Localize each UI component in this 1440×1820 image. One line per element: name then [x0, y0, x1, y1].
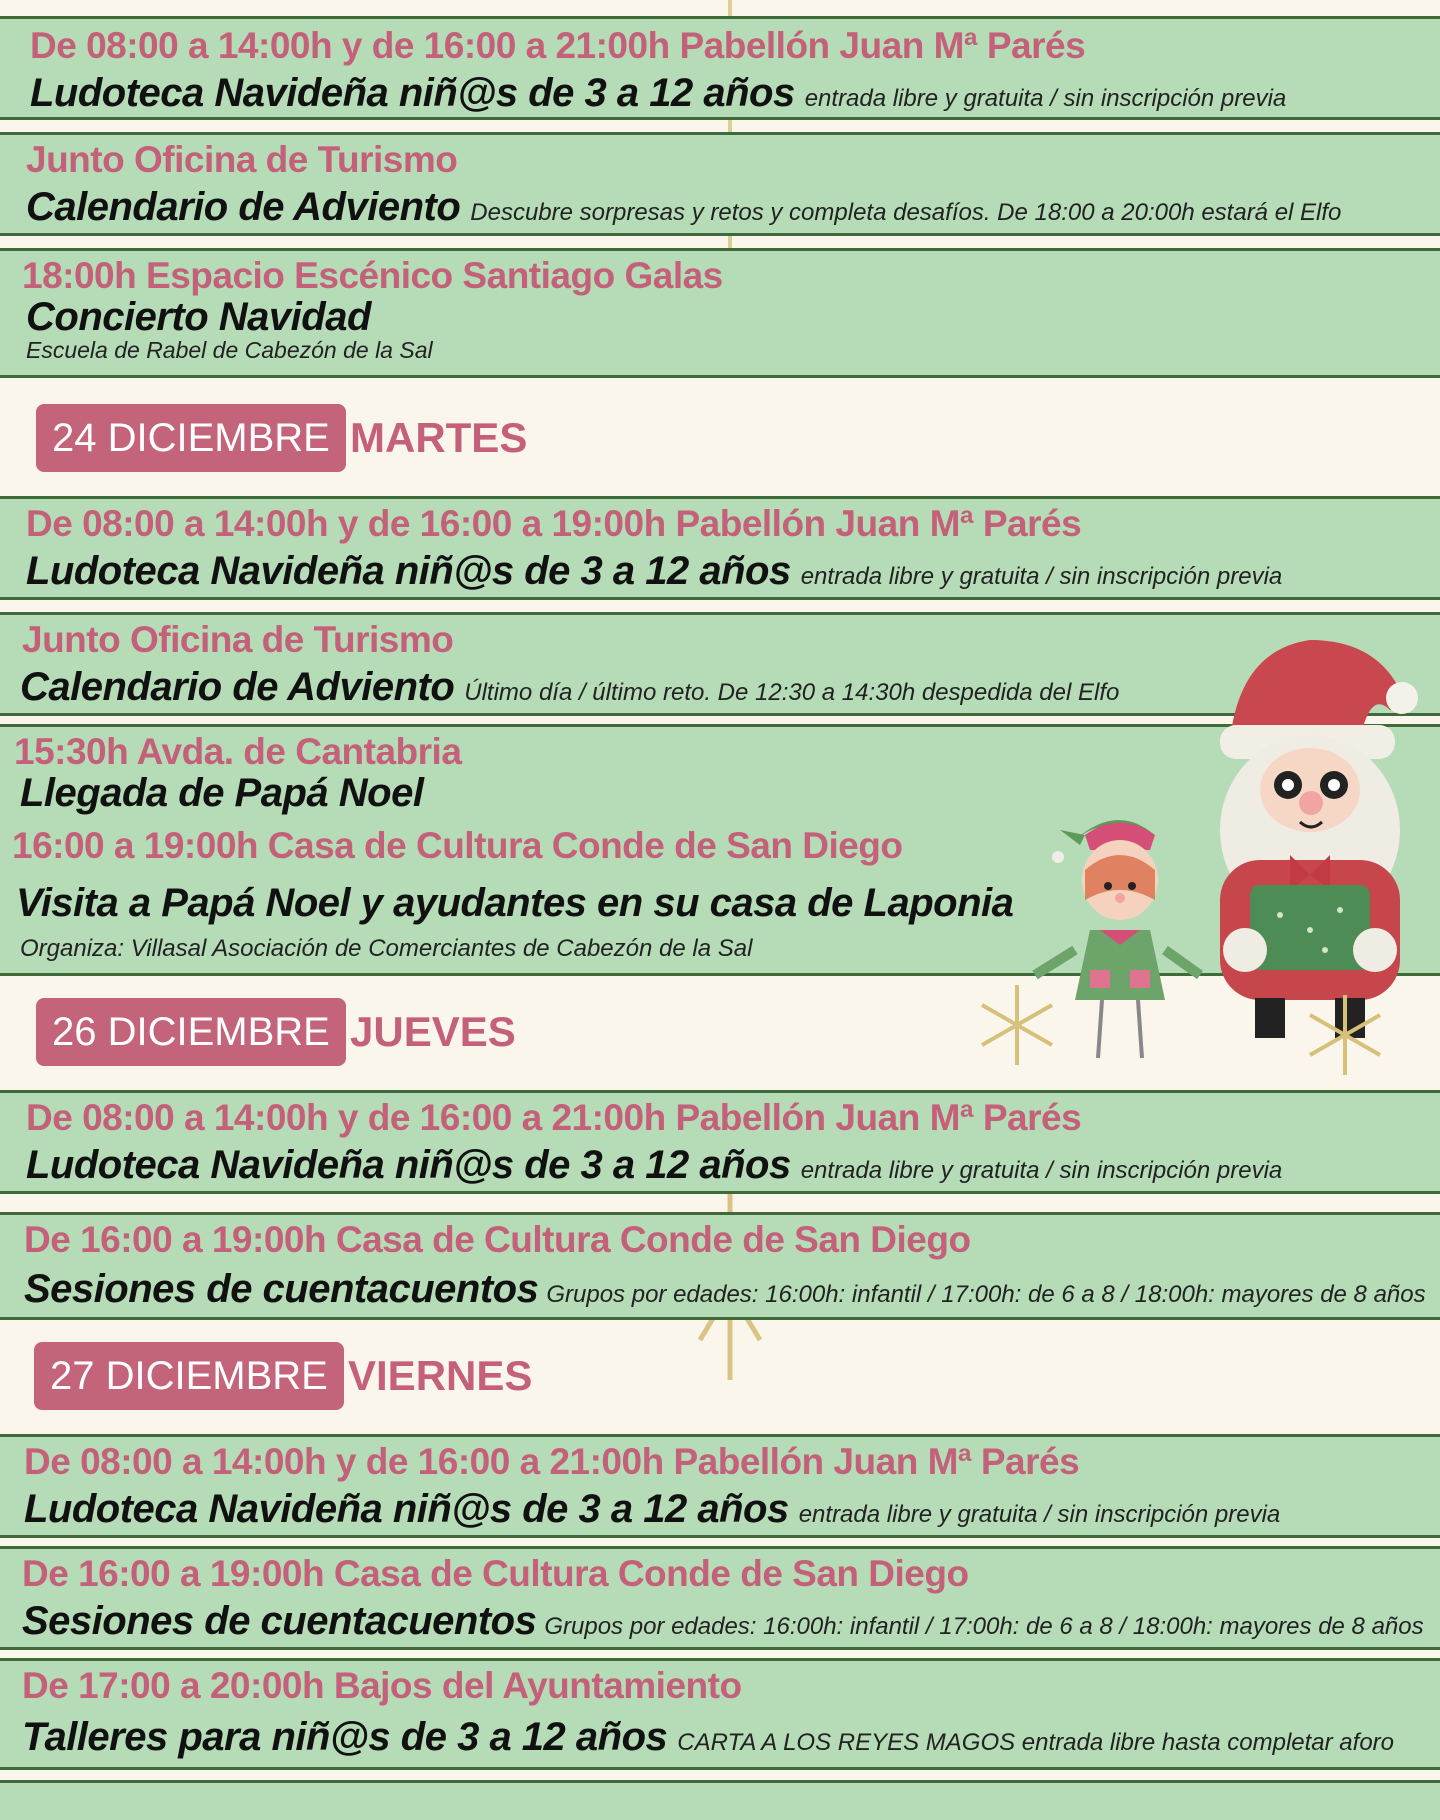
event-title: Ludoteca Navideña niñ@s de 3 a 12 años entrada libre y gratuita / sin inscripción previa — [26, 1143, 1283, 1187]
event-title: Calendario de Adviento Descubre sorpresas y retos y completa desafíos. De 18:00 a 20:00h estará el Elfo — [26, 185, 1342, 229]
event-place: De 08:00 a 14:00h y de 16:00 a 21:00h Pabellón Juan Mª Parés — [30, 25, 1086, 66]
santa-claus-icon — [1190, 630, 1430, 1050]
event-row — [0, 1090, 1440, 1194]
event-place: De 16:00 a 19:00h Casa de Cultura Conde de San Diego — [22, 1553, 969, 1594]
event-row — [0, 1546, 1440, 1650]
event-place: Junto Oficina de Turismo — [22, 619, 454, 660]
event-title: Ludoteca Navideña niñ@s de 3 a 12 años entrada libre y gratuita / sin inscripción previa — [26, 549, 1283, 593]
event-title: Ludoteca Navideña niñ@s de 3 a 12 años entrada libre y gratuita / sin inscripción previa — [30, 71, 1287, 115]
date-badge: 24 DICIEMBRE — [36, 404, 346, 472]
event-row — [0, 16, 1440, 120]
event-row — [0, 132, 1440, 236]
event-title: Sesiones de cuentacuentos Grupos por edades: 16:00h: infantil / 17:00h: de 6 a 8 / 18:00h: mayores de 8 años — [22, 1599, 1424, 1643]
weekday-label: JUEVES — [350, 1008, 516, 1055]
event-row — [0, 1434, 1440, 1538]
event-title: Concierto Navidad — [26, 295, 371, 339]
organizer-note: Organiza: Villasal Asociación de Comerciantes de Cabezón de la Sal — [20, 935, 753, 962]
weekday-label: MARTES — [350, 414, 528, 461]
event-title: Calendario de Adviento Último día / último reto. De 12:30 a 14:30h despedida del Elfo — [20, 665, 1120, 709]
event-note: entrada libre y gratuita / sin inscripción previa — [800, 563, 1283, 590]
event-place: Junto Oficina de Turismo — [26, 139, 458, 180]
event-title: Llegada de Papá Noel — [20, 771, 424, 815]
event-place: De 08:00 a 14:00h y de 16:00 a 19:00h Pabellón Juan Mª Parés — [26, 503, 1082, 544]
event-place: De 17:00 a 20:00h Bajos del Ayuntamiento — [22, 1665, 742, 1706]
event-note: entrada libre y gratuita / sin inscripción previa — [804, 85, 1287, 112]
event-place: 18:00h Espacio Escénico Santiago Galas — [22, 255, 723, 296]
event-note: Grupos por edades: 16:00h: infantil / 17:00h: de 6 a 8 / 18:00h: mayores de 8 años — [546, 1281, 1426, 1308]
event-row — [0, 248, 1440, 378]
event-note: Descubre sorpresas y retos y completa desafíos. De 18:00 a 20:00h estará el Elfo — [470, 199, 1342, 226]
event-note: Último día / último reto. De 12:30 a 14:30h despedida del Elfo — [464, 679, 1120, 706]
event-place: 15:30h Avda. de Cantabria — [14, 731, 462, 772]
event-place: De 16:00 a 19:00h Casa de Cultura Conde de San Diego — [24, 1219, 971, 1260]
event-row — [0, 496, 1440, 600]
event-note: Grupos por edades: 16:00h: infantil / 17:00h: de 6 a 8 / 18:00h: mayores de 8 años — [544, 1613, 1424, 1640]
event-row — [0, 1212, 1440, 1320]
snowflake-icon — [972, 980, 1062, 1070]
event-note: entrada libre y gratuita / sin inscripción previa — [800, 1157, 1283, 1184]
event-note: CARTA A LOS REYES MAGOS entrada libre hasta completar aforo — [677, 1729, 1395, 1756]
snowflake-icon — [1300, 990, 1390, 1080]
event-title: Talleres para niñ@s de 3 a 12 años CARTA A LOS REYES MAGOS entrada libre hasta completar aforo — [22, 1715, 1395, 1759]
event-row — [0, 1780, 1440, 1820]
event-place: De 08:00 a 14:00h y de 16:00 a 21:00h Pabellón Juan Mª Parés — [26, 1097, 1082, 1138]
date-badge: 26 DICIEMBRE — [36, 998, 346, 1066]
event-note: entrada libre y gratuita / sin inscripción previa — [798, 1501, 1281, 1528]
event-place: De 08:00 a 14:00h y de 16:00 a 21:00h Pabellón Juan Mª Parés — [24, 1441, 1080, 1482]
event-row — [0, 1658, 1440, 1770]
date-badge: 27 DICIEMBRE — [34, 1342, 344, 1410]
weekday-label: VIERNES — [348, 1352, 533, 1399]
event-title: Ludoteca Navideña niñ@s de 3 a 12 años entrada libre y gratuita / sin inscripción previa — [24, 1487, 1281, 1531]
event-place: 16:00 a 19:00h Casa de Cultura Conde de San Diego — [12, 825, 903, 866]
event-title: Visita a Papá Noel y ayudantes en su casa de Laponia — [16, 881, 1014, 925]
event-title: Sesiones de cuentacuentos Grupos por edades: 16:00h: infantil / 17:00h: de 6 a 8 / 18:00h: mayores de 8 años — [24, 1267, 1426, 1311]
event-subtitle: Escuela de Rabel de Cabezón de la Sal — [26, 337, 433, 363]
